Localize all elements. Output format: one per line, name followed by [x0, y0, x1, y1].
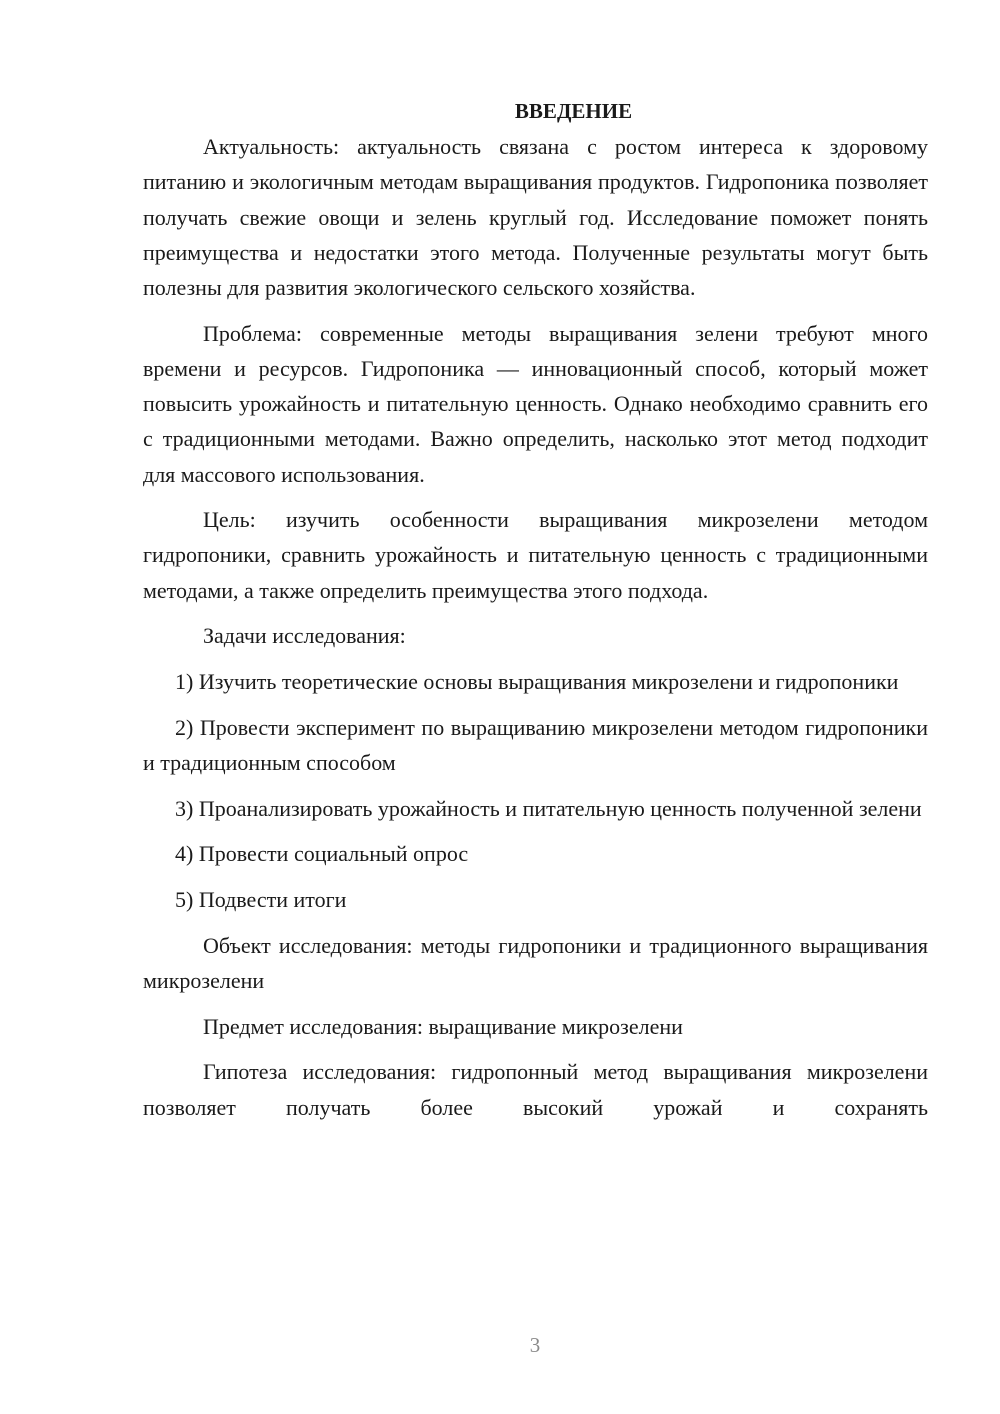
page-number: 3 [529, 1333, 541, 1357]
hypothesis-paragraph: Гипотеза исследования: гидропонный метод выращивания микрозелени позволяет получать более высокий урожай и сохранять [143, 1059, 928, 1120]
task-item: 5) Подвести итоги [175, 887, 347, 913]
relevance-paragraph: Актуальность: актуальность связана с ростом интереса к здоровому питанию и экологичным методам выращивания продуктов. Гидропоника позволяет получать свежие овощи и зелень круглый год. Исследование поможет понять преимущества и недостатки этого метода. Полученные результаты могут быть полезны для развития экологического сельского хозяйства. [143, 134, 928, 301]
document-title: ВВЕДЕНИЕ [514, 99, 633, 123]
object-paragraph: Объект исследования: методы гидропоники и традиционного выращивания микрозелени [143, 932, 928, 993]
document-page [143, 94, 928, 1135]
task-item: 3) Проанализировать урожайность и питательную ценность полученной зелени [175, 795, 922, 821]
task-item: 4) Провести социальный опрос [175, 841, 469, 867]
goal-paragraph: Цель: изучить особенности выращивания микрозелени методом гидропоники, сравнить урожайность и питательную ценность с традиционными методами, а также определить преимущества этого подхода. [143, 507, 928, 603]
task-item: 1) Изучить теоретические основы выращивания микрозелени и гидропоники [175, 669, 899, 695]
tasks-heading: Задачи исследования: [203, 623, 406, 649]
task-item: 2) Провести эксперимент по выращиванию микрозелени методом гидропоники и традиционным способом [143, 714, 928, 775]
problem-paragraph: Проблема: современные методы выращивания зелени требуют много времени и ресурсов. Гидропоника — инновационный способ, который может повысить урожайность и питательную ценность. Однако необходимо сравнить его с традиционными методами. Важно определить, насколько этот метод подходит для массового использования. [143, 320, 928, 487]
subject-paragraph: Предмет исследования: выращивание микрозелени [203, 1013, 683, 1039]
